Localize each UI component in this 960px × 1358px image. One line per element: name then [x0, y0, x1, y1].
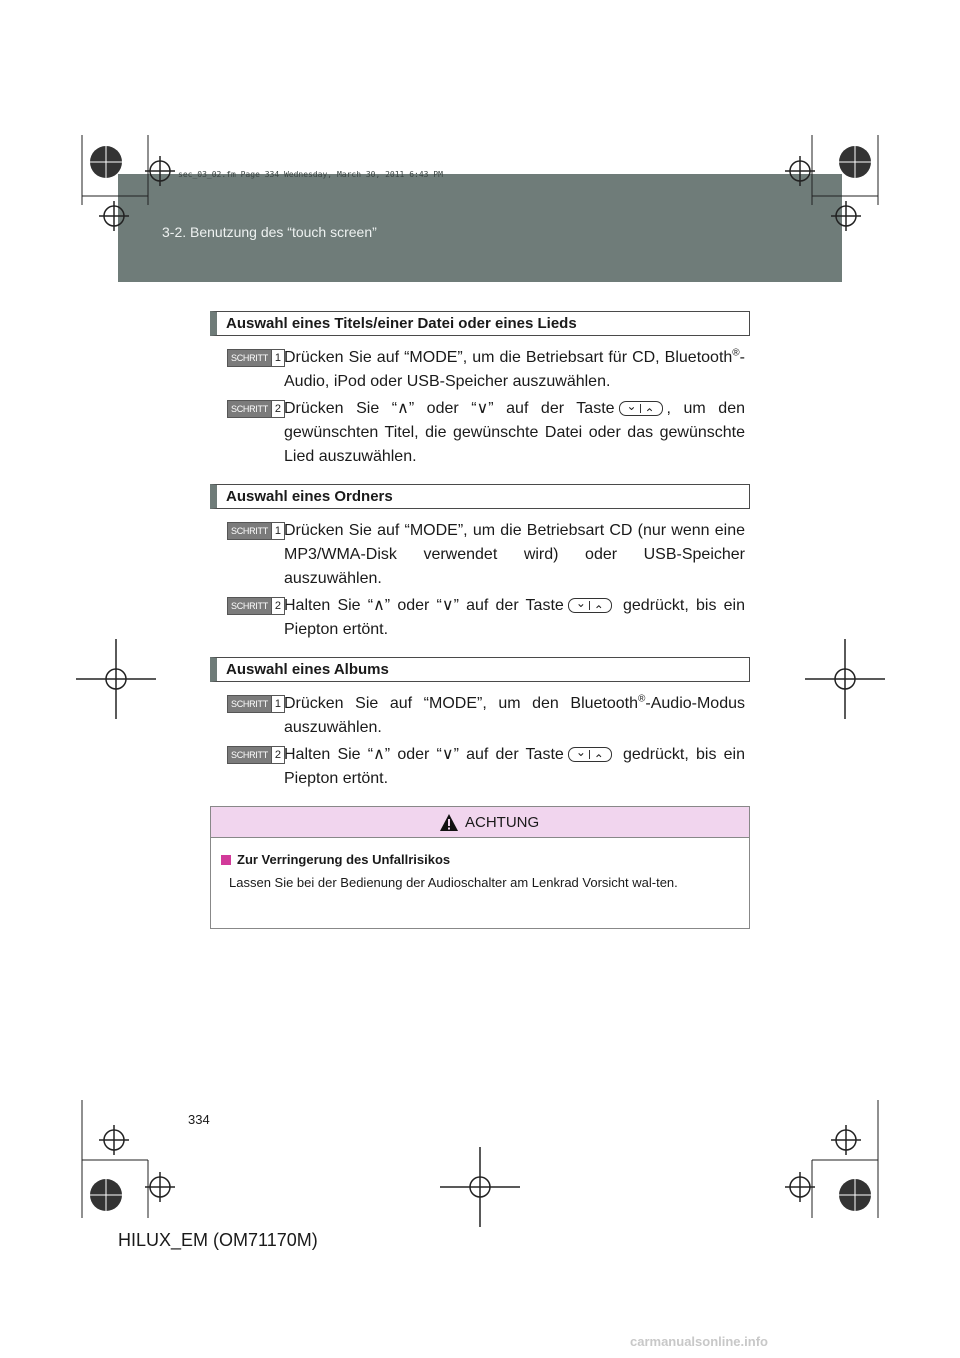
caution-subtitle: [221, 852, 739, 867]
step-list: [210, 346, 750, 469]
content: [210, 311, 750, 794]
page-number: 334: [188, 1112, 210, 1127]
step-number: 1: [271, 523, 284, 539]
section-heading: Auswahl eines Albums: [210, 657, 750, 682]
step-text: Drücken Sie auf “MODE”, um die Betriebsart für CD, Bluetooth: [284, 349, 733, 366]
step-badge: [227, 695, 285, 713]
step-item: [210, 594, 750, 642]
step-item: [210, 743, 750, 791]
caution-box: [210, 806, 750, 929]
step-item: [210, 346, 750, 394]
step-text: Halten Sie “∧” oder “∨” auf der Taste: [284, 597, 564, 614]
step-number: 2: [271, 401, 284, 417]
caution-title: ACHTUNG: [465, 814, 540, 831]
section-label: 3-2. Benutzung des “touch screen”: [162, 224, 377, 240]
step-badge-word: SCHRITT: [228, 598, 271, 614]
step-item: [210, 519, 750, 591]
step-text: -Audio, iPod oder USB-Speicher auszuwählen.: [284, 349, 745, 390]
step-badge-word: SCHRITT: [228, 747, 271, 763]
caution-text: Lassen Sie bei der Bedienung der Audioschalter am Lenkrad Vorsicht wal-ten.: [229, 875, 678, 890]
model-code: HILUX_EM (OM71170M): [118, 1230, 318, 1250]
registered-mark: ®: [732, 347, 740, 359]
section-heading: Auswahl eines Ordners: [210, 484, 750, 509]
step-badge: [227, 746, 285, 764]
caution-header: [211, 807, 749, 838]
step-badge: [227, 522, 285, 540]
step-text: Halten Sie “∧” oder “∨” auf der Taste: [284, 746, 564, 763]
step-badge-word: SCHRITT: [228, 523, 271, 539]
section-heading: Auswahl eines Titels/einer Datei oder eines Lieds: [210, 311, 750, 336]
step-badge: [227, 597, 285, 615]
warning-triangle-icon: [439, 813, 459, 833]
registered-mark: ®: [638, 693, 646, 705]
step-number: 1: [271, 696, 284, 712]
step-badge-word: SCHRITT: [228, 696, 271, 712]
square-bullet-icon: [221, 855, 231, 865]
step-item: [210, 397, 750, 469]
step-badge: [227, 349, 285, 367]
seek-switch-icon: [568, 598, 612, 613]
step-text: Drücken Sie auf “MODE”, um die Betriebsart CD (nur wenn eine MP3/WMA-Disk verwendet wird) oder USB-Speicher auszuwählen.: [284, 522, 745, 587]
print-info: sec_03_02.fm Page 334 Wednesday, March 30, 2011 6:43 PM: [178, 170, 443, 179]
step-text: gedrückt, bis ein Piepton ertönt.: [284, 597, 746, 638]
step-text: Drücken Sie auf “MODE”, um den Bluetooth: [284, 695, 639, 712]
step-badge-word: SCHRITT: [228, 350, 271, 366]
step-text: -Audio-Modus auszuwählen.: [284, 695, 745, 736]
step-badge: [227, 400, 285, 418]
caution-subtitle-text: Zur Verringerung des Unfallrisikos: [237, 852, 451, 867]
seek-switch-icon: [568, 747, 612, 762]
step-number: 2: [271, 747, 284, 763]
step-number: 1: [271, 350, 284, 366]
step-badge-word: SCHRITT: [228, 401, 271, 417]
step-text: Drücken Sie “∧” oder “∨” auf der Taste: [284, 400, 615, 417]
seek-switch-icon: [619, 401, 663, 416]
step-text: , um den gewünschten Titel, die gewünschte Datei oder das gewünschte Lied auszuwählen.: [284, 400, 745, 465]
step-number: 2: [271, 598, 284, 614]
caution-body: [211, 838, 749, 893]
step-item: [210, 692, 750, 740]
watermark: carmanualsonline.info: [630, 1334, 768, 1349]
step-text: gedrückt, bis ein Piepton ertönt.: [284, 746, 746, 787]
step-list: [210, 519, 750, 642]
step-list: [210, 692, 750, 791]
